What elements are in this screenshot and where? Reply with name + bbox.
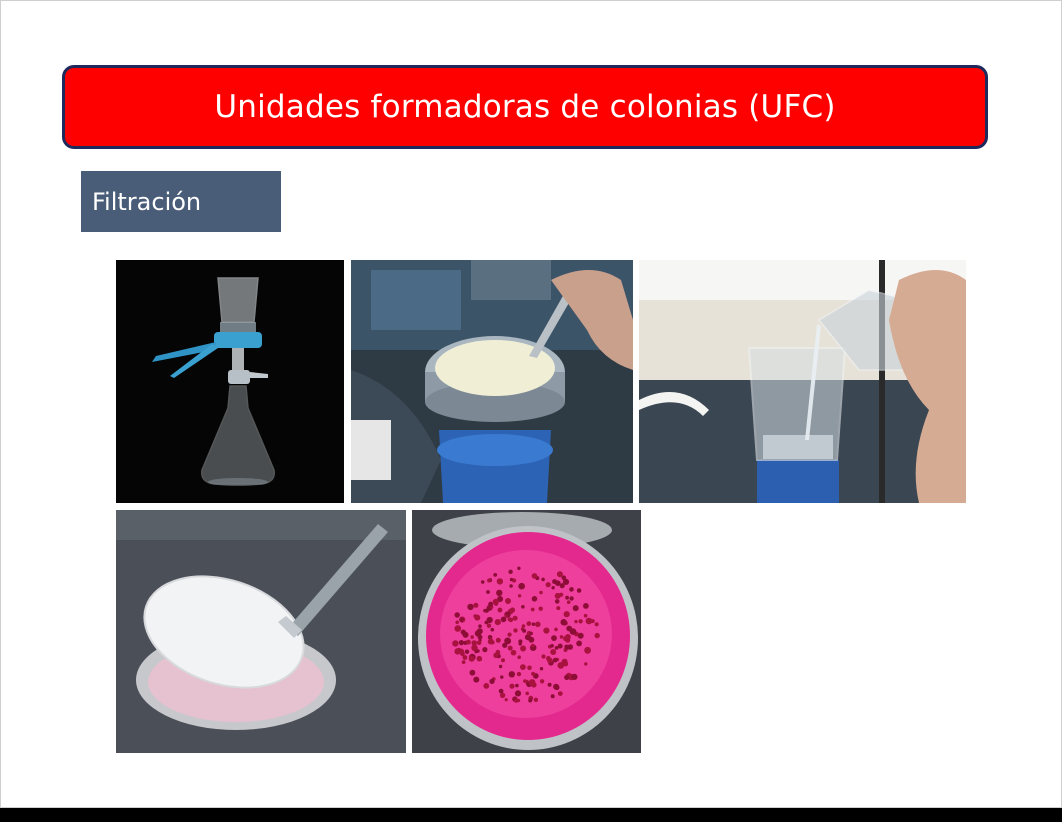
- colony-dot: [529, 679, 536, 686]
- colony-dot: [539, 591, 543, 595]
- colony-dot: [491, 640, 495, 644]
- colony-dot: [510, 578, 513, 581]
- colony-dot: [482, 647, 487, 652]
- colony-dot: [540, 667, 543, 670]
- colony-dot: [483, 683, 489, 689]
- pouring-sample-photo: [639, 260, 966, 503]
- bottom-bar: [0, 808, 1062, 822]
- colonies-on-membrane-photo: [412, 510, 641, 753]
- colony-dot: [562, 659, 568, 665]
- title-banner: [62, 65, 988, 149]
- colony-dot: [460, 618, 464, 622]
- colony-dot: [529, 632, 533, 636]
- colony-dot: [470, 670, 476, 676]
- colony-dot: [541, 654, 545, 658]
- colony-dot: [508, 633, 512, 637]
- colony-dot: [551, 694, 555, 698]
- colony-dot: [527, 621, 532, 626]
- colony-dot: [551, 586, 554, 589]
- colony-dot: [470, 635, 474, 639]
- colony-dot: [564, 675, 569, 680]
- colony-dot: [534, 698, 538, 702]
- colony-dot: [515, 690, 521, 696]
- colony-dot: [535, 622, 541, 628]
- colony-dot: [565, 596, 569, 600]
- colony-dot: [455, 625, 462, 632]
- colony-dot: [521, 605, 525, 609]
- colony-dot: [532, 573, 538, 579]
- colony-dot: [576, 641, 582, 647]
- colony-dot: [556, 606, 560, 610]
- membrane-on-filter-base-photo: [351, 260, 633, 503]
- colony-dot: [473, 603, 478, 608]
- colony-dot: [487, 617, 493, 623]
- colony-dot: [584, 614, 588, 618]
- colony-dot: [532, 623, 535, 626]
- colony-dot: [507, 640, 511, 644]
- colony-dot: [478, 657, 482, 661]
- membrane-transfer-to-dish-photo: [116, 510, 406, 753]
- colony-dot: [531, 644, 534, 647]
- colony-dot: [569, 587, 574, 592]
- colony-dot: [509, 584, 513, 588]
- colony-dot: [511, 650, 517, 656]
- colony-dot: [488, 602, 493, 607]
- colony-dot: [455, 621, 459, 625]
- colony-dot: [527, 666, 532, 671]
- colony-dot: [467, 604, 473, 610]
- colony-dot: [522, 629, 526, 633]
- colony-dot: [471, 640, 477, 646]
- colony-dot: [558, 691, 563, 696]
- colony-dot: [483, 609, 487, 613]
- colony-dot: [509, 671, 515, 677]
- colony-dot: [520, 646, 526, 652]
- filtration-apparatus-photo: [116, 260, 344, 503]
- colony-dot: [455, 612, 460, 617]
- colony-dot: [541, 578, 545, 582]
- colony-dot: [513, 628, 517, 632]
- colony-dot: [474, 615, 480, 621]
- colony-dot: [550, 649, 556, 655]
- colony-dot: [513, 616, 518, 621]
- colony-dot: [546, 582, 551, 587]
- colony-dot: [477, 628, 483, 634]
- colony-dot: [514, 698, 519, 703]
- colony-dot: [518, 639, 522, 643]
- colony-dot: [565, 634, 571, 640]
- colony-dot: [499, 665, 502, 668]
- colony-dot: [595, 633, 600, 638]
- colony-dot: [584, 662, 587, 665]
- colony-dot: [543, 628, 549, 634]
- colony-dot: [560, 635, 564, 639]
- colony-dot: [502, 643, 507, 648]
- colony-dot: [551, 635, 557, 641]
- colony-dot: [462, 660, 466, 664]
- colony-dot: [500, 675, 503, 678]
- colony-dot: [489, 679, 494, 684]
- colony-dot: [563, 579, 569, 585]
- colony-dot: [573, 605, 579, 611]
- colony-dot: [508, 646, 513, 651]
- colony-dot: [578, 633, 584, 639]
- colony-dot: [584, 647, 591, 654]
- colony-dot: [487, 624, 491, 628]
- colony-dot: [505, 698, 508, 701]
- colony-dot: [477, 640, 482, 645]
- colony-dot: [515, 684, 519, 688]
- colony-dot: [487, 579, 491, 583]
- colony-dot: [550, 644, 554, 648]
- colony-dot: [528, 699, 532, 703]
- subtitle-box: [81, 171, 281, 232]
- colony-dot: [548, 683, 552, 687]
- colony-dot: [478, 624, 482, 628]
- colony-dot: [539, 607, 543, 611]
- colony-dot: [540, 679, 544, 683]
- colony-dot: [518, 583, 525, 590]
- colony-dot: [493, 573, 497, 577]
- colony-dot: [493, 653, 498, 658]
- colony-dot: [469, 656, 475, 662]
- colony-dot: [574, 620, 577, 623]
- colony-dot: [508, 618, 512, 622]
- colony-dot: [481, 580, 485, 584]
- colony-dot: [501, 658, 505, 662]
- colony-dot: [531, 608, 535, 612]
- colony-dot: [555, 646, 559, 650]
- colony-dot: [473, 677, 479, 683]
- colony-dot: [493, 599, 499, 605]
- colony-dot: [497, 578, 503, 584]
- colony-dot: [555, 580, 561, 586]
- colony-dot: [555, 599, 560, 604]
- colony-dot: [474, 650, 477, 653]
- colony-dot: [496, 638, 501, 643]
- colony-dot: [532, 596, 538, 602]
- colony-dot: [461, 630, 466, 635]
- colony-dot: [452, 640, 458, 646]
- colony-dot: [525, 692, 529, 696]
- colony-dot: [517, 567, 520, 570]
- colony-dot: [564, 611, 570, 617]
- colony-dot: [555, 593, 561, 599]
- colony-dot: [553, 658, 558, 663]
- colony-dot: [578, 619, 582, 623]
- colony-dot: [517, 655, 521, 659]
- colony-dot: [529, 637, 535, 643]
- colony-dot: [531, 672, 535, 676]
- colony-dot: [466, 640, 471, 645]
- colony-dot: [456, 648, 462, 654]
- colony-dot: [498, 608, 503, 613]
- subtitle-label: Filtración: [92, 187, 202, 216]
- colony-dot: [459, 640, 464, 645]
- colony-dot: [491, 628, 495, 632]
- colony-dot: [508, 570, 512, 574]
- colony-dot: [505, 598, 511, 604]
- colony-dot: [583, 603, 589, 609]
- colony-dot: [595, 622, 599, 626]
- colony-dot: [547, 658, 553, 664]
- colony-dot: [505, 615, 508, 618]
- slide-title: Unidades formadoras de colonias (UFC): [214, 89, 836, 125]
- colony-dot: [496, 590, 502, 596]
- colony-dot: [486, 590, 490, 594]
- colony-dot: [518, 594, 521, 597]
- colony-dot: [577, 588, 582, 593]
- colony-dot: [495, 619, 501, 625]
- colony-dot: [564, 645, 568, 649]
- colony-dot: [517, 672, 521, 676]
- colony-dot: [591, 619, 595, 623]
- colony-dot: [478, 635, 483, 640]
- colony-dot: [570, 628, 577, 635]
- colony-dot: [554, 628, 558, 632]
- colony-dot: [567, 600, 571, 604]
- colony-dot: [520, 664, 526, 670]
- colony-dot: [569, 596, 573, 600]
- colony-dot: [553, 684, 559, 690]
- colony-dot: [499, 689, 504, 694]
- colony-dot: [571, 674, 577, 680]
- colony-dot: [509, 684, 514, 689]
- colony-dot: [522, 624, 526, 628]
- colony-dot: [561, 619, 567, 625]
- colony-dot: [465, 650, 469, 654]
